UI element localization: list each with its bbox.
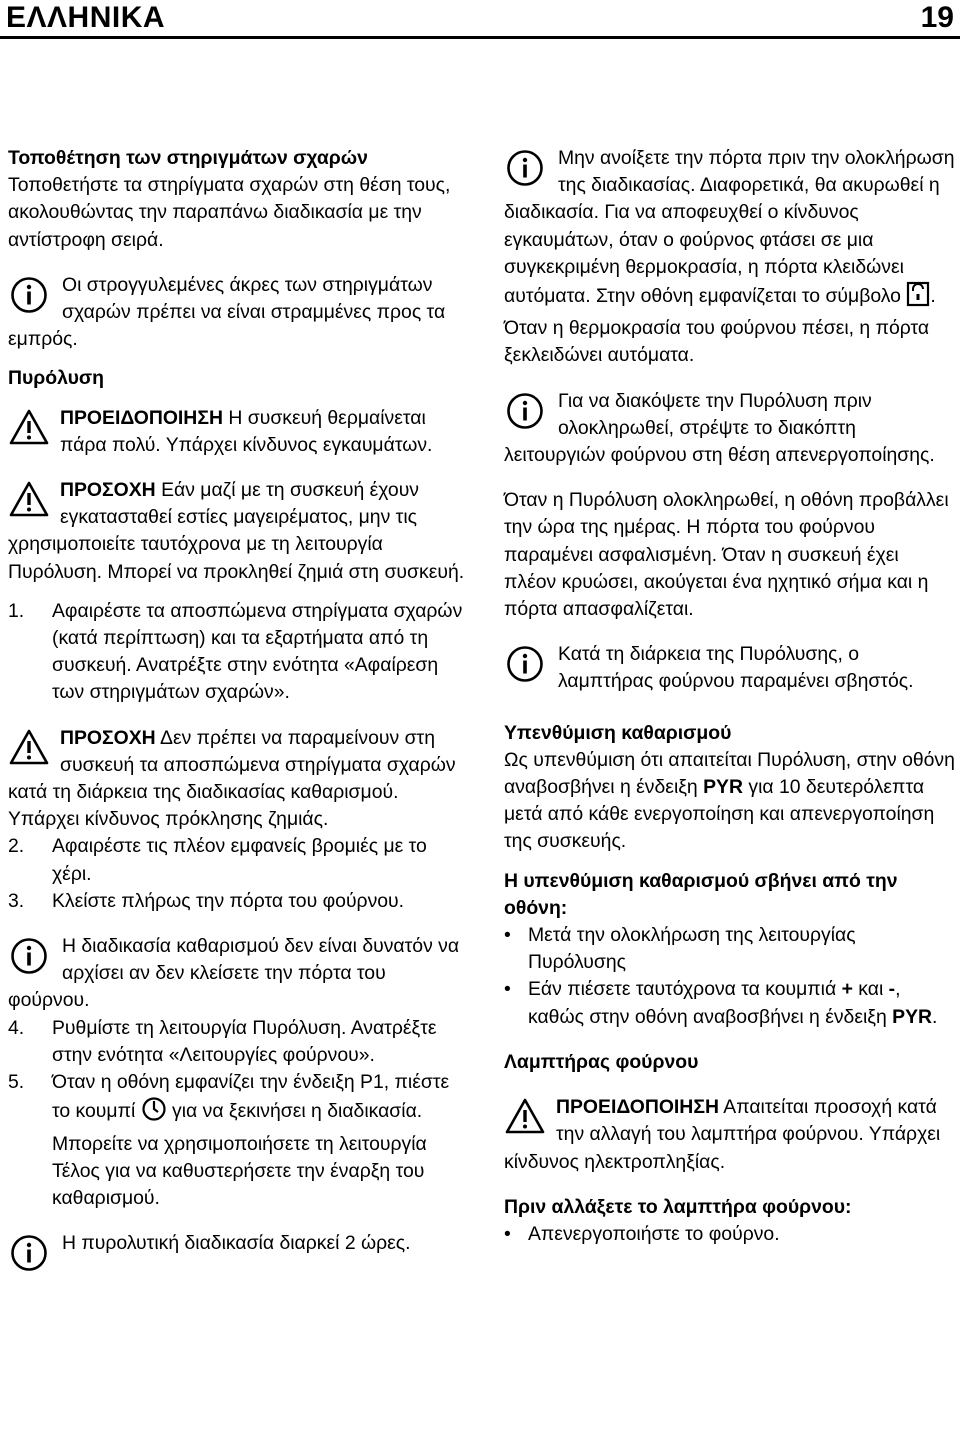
warning-icon (8, 480, 50, 518)
info-note-text: Κατά τη διάρκεια της Πυρόλυσης, ο λαμπτήρας φούρνου παραμένει σβηστός. (558, 643, 914, 693)
info-icon (10, 937, 48, 975)
reminder-text: Ως υπενθύμιση ότι απαιτείται Πυρόλυση, στην οθόνη αναβοσβήνει η ένδειξη (504, 748, 955, 799)
warning-text: Η συσκευή θερμαίνεται πάρα πολύ. Υπάρχει κίνδυνος εγκαυμάτων. (60, 406, 433, 456)
before-lamp-title: Πριν αλλάξετε το λαμπτήρα φούρνου: (504, 1195, 852, 1218)
caution-note (8, 477, 468, 586)
step-item (8, 1015, 468, 1069)
start-button-icon (141, 1096, 167, 1130)
warning-text: Απαιτείται προσοχή κατά την αλλαγή του λαμπτήρα φούρνου. Υπάρχει κίνδυνος ηλεκτροπληξίας. (504, 1096, 941, 1173)
bullet: • (504, 924, 511, 947)
shelf-section-title: Τοποθέτηση των στηριγμάτων σχαρών (8, 147, 368, 169)
list-item (504, 922, 956, 976)
reminder-text: για 10 δευτερόλεπτα μετά από κάθε ενεργοποίηση και απενεργοποίηση της συσκευής. (504, 776, 935, 853)
step-item (8, 888, 468, 915)
reminder-paragraph (504, 747, 956, 856)
list-text-part: , καθώς στην οθόνη αναβοσβήνει η ένδειξη (528, 978, 901, 1028)
info-note (8, 933, 468, 1015)
caution-text: Δεν πρέπει να παραμείνουν στη συσκευή τα αποσπώμενα στηρίγματα σχαρών κατά τη διάρκεια της διαδικασίας καθαρισμού. Υπάρχει κίνδυνος πρόκλησης ζημιάς. (8, 726, 456, 831)
pyr-indicator: PYR (703, 776, 743, 799)
left-column (8, 145, 468, 1272)
step-number: 3. (8, 889, 25, 912)
reminder-title: Υπενθύμιση καθαρισμού (504, 721, 732, 744)
list-item-text (528, 976, 956, 1030)
step-text-part: Όταν η οθόνη εμφανίζει την ένδειξη P1, πιέστε το κουμπί (52, 1071, 450, 1123)
info-note-text: Για να διακόψετε την Πυρόλυση πριν ολοκληρωθεί, στρέψτε το διακόπτη λειτουργιών φούρνου στη θέση απενεργοποίησης. (504, 389, 935, 467)
info-icon (10, 276, 48, 314)
info-note (504, 145, 956, 370)
step-number: 5. (8, 1071, 25, 1094)
language-label: ΕΛΛΗΝΙΚΑ (6, 1, 166, 34)
info-note-text: Μην ανοίξετε την πόρτα πριν την ολοκλήρωση της διαδικασίας. Διαφορετικά, θα ακυρωθεί η διαδικασία. Για να αποφευχθεί ο κίνδυνος εγκαυμάτων, όταν ο φούρνος φτάσει σε μια συγκεκριμένη θερμοκρασία, η πόρτα κλειδώνει αυτόματα. Στην οθόνη εμφανίζεται το σύμβολο (504, 147, 955, 308)
warning-icon (8, 728, 50, 766)
list-text-part: Εάν πιέσετε ταυτόχρονα τα κουμπιά (528, 978, 842, 1001)
pyrolysis-title: Πυρόλυση (8, 367, 105, 390)
info-icon (506, 392, 544, 430)
list-item-text: Απενεργοποιήστε το φούρνο. (528, 1222, 780, 1245)
step-text-part: για να ξεκινήσει η διαδικασία. Μπορείτε να χρησιμοποιήσετε τη λειτουργία Τέλος για να καθυστερήσετε την έναρξη του καθαρισμού. (52, 1100, 427, 1209)
bullet: • (504, 978, 511, 1001)
warning-note (8, 405, 468, 459)
info-note-text: Η πυρολυτική διαδικασία διαρκεί 2 ώρες. (62, 1232, 411, 1255)
info-note-text: . Όταν η θερμοκρασία του φούρνου πέσει, η πόρτα ξεκλειδώνει αυτόματα. (504, 285, 936, 367)
info-note (8, 272, 468, 354)
completion-paragraph: Όταν η Πυρόλυση ολοκληρωθεί, η οθόνη προβάλλει την ώρα της ημέρας. Η πόρτα του φούρνου παραμένει ασφαλισμένη. Όταν η συσκευή έχει πλέον κρυώσει, ακούγεται ένα ηχητικό σήμα και η πόρτα απασφαλίζεται. (504, 489, 949, 621)
info-note-text: Οι στρογγυλεμένες άκρες των στηριγμάτων σχαρών πρέπει να είναι στραμμένες προς τα εμπρός. (8, 273, 446, 351)
info-icon (506, 149, 544, 187)
warning-label: ΠΡΟΕΙΔΟΠΟΙΗΣΗ (60, 406, 223, 429)
step-text: Αφαιρέστε τα αποσπώμενα στηρίγματα σχαρών (κατά περίπτωση) και τα εξαρτήματα από τη συσκευή. Ανατρέξτε στην ενότητα «Αφαίρεση των στηριγμάτων σχαρών». (52, 599, 463, 704)
right-column (504, 145, 956, 1248)
info-icon (506, 645, 544, 683)
info-note (8, 1230, 468, 1272)
list-item (504, 1221, 956, 1248)
page-header (0, 0, 960, 39)
caution-label: ΠΡΟΣΟΧΗ (60, 726, 156, 749)
caution-note (8, 725, 468, 834)
list-item-text: Μετά την ολοκλήρωση της λειτουργίας Πυρόλυσης (528, 924, 856, 974)
lamp-title: Λαμπτήρας φούρνου (504, 1050, 699, 1073)
warning-note (504, 1094, 956, 1176)
info-note-text: Η διαδικασία καθαρισμού δεν είναι δυνατόν να αρχίσει αν δεν κλείσετε την πόρτα του φούρνου. (8, 935, 460, 1012)
list-item (504, 976, 956, 1030)
plus-key: + (841, 978, 853, 1001)
caution-label: ΠΡΟΣΟΧΗ (60, 479, 156, 502)
step-number: 2. (8, 835, 25, 858)
info-note (504, 388, 956, 470)
list-text-part: και (852, 978, 889, 1001)
lock-icon (906, 281, 930, 315)
step-item (8, 598, 468, 707)
list-text-part: . (932, 1005, 938, 1028)
step-item (8, 1069, 468, 1212)
info-icon (10, 1234, 48, 1272)
reminder-off-title: Η υπενθύμιση καθαρισμού σβήνει από την οθόνη: (504, 869, 898, 919)
warning-label: ΠΡΟΕΙΔΟΠΟΙΗΣΗ (556, 1096, 719, 1119)
warning-icon (504, 1097, 546, 1135)
step-item (8, 833, 468, 887)
pyr-indicator: PYR (892, 1005, 933, 1028)
step-text (52, 1069, 468, 1212)
info-note (504, 641, 956, 695)
shelf-paragraph: Τοποθετήστε τα στηρίγματα σχαρών στη θέση τους, ακολουθώντας την παραπάνω διαδικασία με την αντίστροφη σειρά. (8, 174, 451, 251)
step-text: Αφαιρέστε τις πλέον εμφανείς βρομιές με το χέρι. (52, 835, 427, 885)
caution-text: Εάν μαζί με τη συσκευή έχουν εγκατασταθεί εστίες μαγειρέματος, μην τις χρησιμοποιείτε ταυτόχρονα με τη λειτουργία Πυρόλυση. Μπορεί να προκληθεί ζημιά στη συσκευή. (8, 479, 465, 583)
step-number: 1. (8, 599, 25, 622)
warning-icon (8, 408, 50, 446)
minus-key: - (888, 978, 896, 1001)
page-number: 19 (920, 1, 954, 34)
step-text: Ρυθμίστε τη λειτουργία Πυρόλυση. Ανατρέξτε στην ενότητα «Λειτουργίες φούρνου». (52, 1016, 437, 1066)
step-number: 4. (8, 1016, 25, 1039)
bullet: • (504, 1222, 511, 1245)
step-text: Κλείστε πλήρως την πόρτα του φούρνου. (52, 889, 405, 912)
